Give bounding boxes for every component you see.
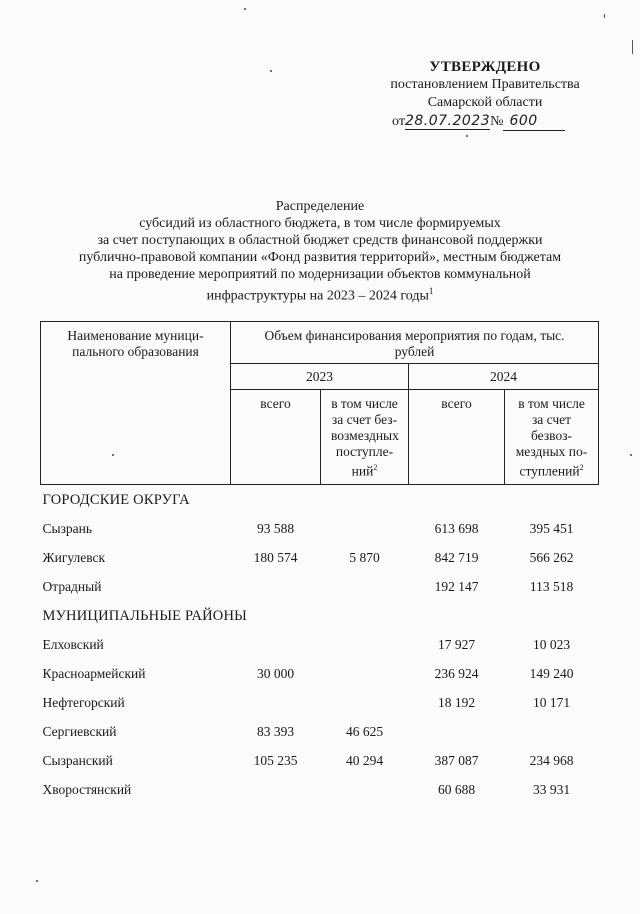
- incl-2024: 566 262: [529, 549, 574, 565]
- incl-2024: 395 451: [529, 520, 574, 536]
- total-2023: 180 574: [253, 549, 298, 565]
- incl-2023: [321, 775, 409, 804]
- title-line-2: субсидий из областного бюджета, в том числе формируемых: [139, 216, 501, 231]
- scan-speck: [466, 135, 468, 137]
- incl-2023: [321, 659, 409, 688]
- header-funding: Объем финансирования мероприятия по годам, тыс. рублей: [231, 322, 599, 364]
- total-2023: [231, 572, 321, 601]
- incl-2023: [321, 630, 409, 659]
- footnote-mark-2: 2: [373, 463, 378, 472]
- total-2024: 17 927: [437, 636, 476, 652]
- incl-2024: [505, 717, 599, 746]
- total-2024: 613 698: [434, 520, 479, 536]
- table-row: [41, 543, 599, 572]
- header-incl-2023: [321, 390, 409, 485]
- header-incl-2023-text: в том числе за счет без-возмездных поступле-ний: [331, 396, 399, 479]
- section-urban-districts: ГОРОДСКИЕ ОКРУГА: [42, 491, 190, 508]
- number-label: №: [490, 114, 504, 129]
- title-line-6: [40, 283, 600, 305]
- header-incl-2024-text: в том числе за счет безвоз-мездных по-ступлений: [515, 396, 588, 479]
- total-2023: [231, 775, 321, 804]
- incl-2023: 46 625: [345, 723, 384, 739]
- total-2023: 105 235: [253, 752, 298, 768]
- total-2024: 18 192: [437, 694, 476, 710]
- approval-block: [360, 58, 610, 131]
- incl-2024: 10 171: [532, 694, 571, 710]
- scan-speck: [244, 8, 246, 10]
- table-row: [41, 514, 599, 543]
- title-line-6-text: инфраструктуры на 2023 – 2024 годы: [206, 288, 429, 304]
- scan-mark: [632, 40, 633, 54]
- table-row: [41, 630, 599, 659]
- header-year-2023: 2023: [231, 364, 409, 390]
- handwritten-number: 600: [503, 112, 565, 131]
- approval-heading: УТВЕРЖДЕНО: [429, 59, 541, 75]
- total-2024: 387 087: [434, 752, 479, 768]
- total-2024: 192 147: [434, 578, 479, 594]
- section-municipal-districts: МУНИЦИПАЛЬНЫЕ РАЙОНЫ: [42, 607, 247, 624]
- title-line-3: за счет поступающих в областной бюджет средств финансовой поддержки: [97, 233, 543, 248]
- total-2023: [231, 630, 321, 659]
- total-2024: [409, 717, 505, 746]
- table-row: [41, 717, 599, 746]
- subsidy-table: [40, 321, 599, 804]
- total-2023: 83 393: [256, 723, 295, 739]
- municipality-name: Сергиевский: [42, 723, 117, 739]
- header-total-2024: всего: [409, 390, 505, 485]
- scan-speck: [270, 70, 272, 72]
- incl-2023: 5 870: [349, 549, 380, 565]
- scan-mark: [604, 14, 605, 18]
- municipality-name: Нефтегорский: [42, 694, 125, 710]
- incl-2023: [321, 688, 409, 717]
- incl-2024: 149 240: [529, 665, 574, 681]
- from-label: от: [392, 114, 405, 129]
- header-total-2023: всего: [231, 390, 321, 485]
- table-body: [41, 485, 599, 805]
- total-2023: 93 588: [256, 520, 295, 536]
- total-2023: [231, 688, 321, 717]
- title-line-1: Распределение: [275, 199, 365, 214]
- scan-speck: [630, 454, 632, 456]
- table-row: [41, 746, 599, 775]
- incl-2024: 113 518: [529, 578, 574, 594]
- approval-line-1: постановлением Правительства: [390, 77, 580, 92]
- approval-date-number-line: [360, 112, 610, 131]
- approval-line-2: Самарской области: [427, 95, 543, 110]
- incl-2024: 33 931: [532, 781, 571, 797]
- scan-speck: [36, 880, 38, 882]
- table-row: [41, 659, 599, 688]
- table-row: [41, 775, 599, 804]
- title-line-5: на проведение мероприятий по модернизации объектов коммунальной: [109, 267, 531, 282]
- total-2024: 236 924: [434, 665, 479, 681]
- incl-2024: 10 023: [532, 636, 571, 652]
- table-row: [41, 572, 599, 601]
- document-title: [40, 198, 600, 305]
- incl-2024: 234 968: [529, 752, 574, 768]
- incl-2023: [321, 514, 409, 543]
- municipality-name: Сызрань: [42, 520, 93, 536]
- footnote-mark: 1: [428, 286, 434, 296]
- municipality-name: Елховский: [42, 636, 104, 652]
- incl-2023: [321, 572, 409, 601]
- header-incl-2024: [505, 390, 599, 485]
- handwritten-date: 28.07.2023: [404, 113, 491, 129]
- incl-2023: 40 294: [345, 752, 384, 768]
- total-2024: 842 719: [434, 549, 479, 565]
- municipality-name: Жигулевск: [42, 549, 106, 565]
- section-row: [41, 601, 599, 630]
- municipality-name: Красноармейский: [42, 665, 146, 681]
- header-municipality: Наименование муници-пального образования: [41, 322, 231, 485]
- header-year-2024: 2024: [409, 364, 599, 390]
- total-2024: 60 688: [437, 781, 476, 797]
- municipality-name: Хворостянский: [42, 781, 132, 797]
- municipality-name: Отрадный: [42, 578, 102, 594]
- table-row: [41, 688, 599, 717]
- section-row: [41, 485, 599, 515]
- footnote-mark-2: 2: [579, 463, 584, 472]
- total-2023: 30 000: [256, 665, 295, 681]
- municipality-name: Сызранский: [42, 752, 113, 768]
- title-line-4: публично-правовой компании «Фонд развития территорий», местным бюджетам: [78, 250, 562, 265]
